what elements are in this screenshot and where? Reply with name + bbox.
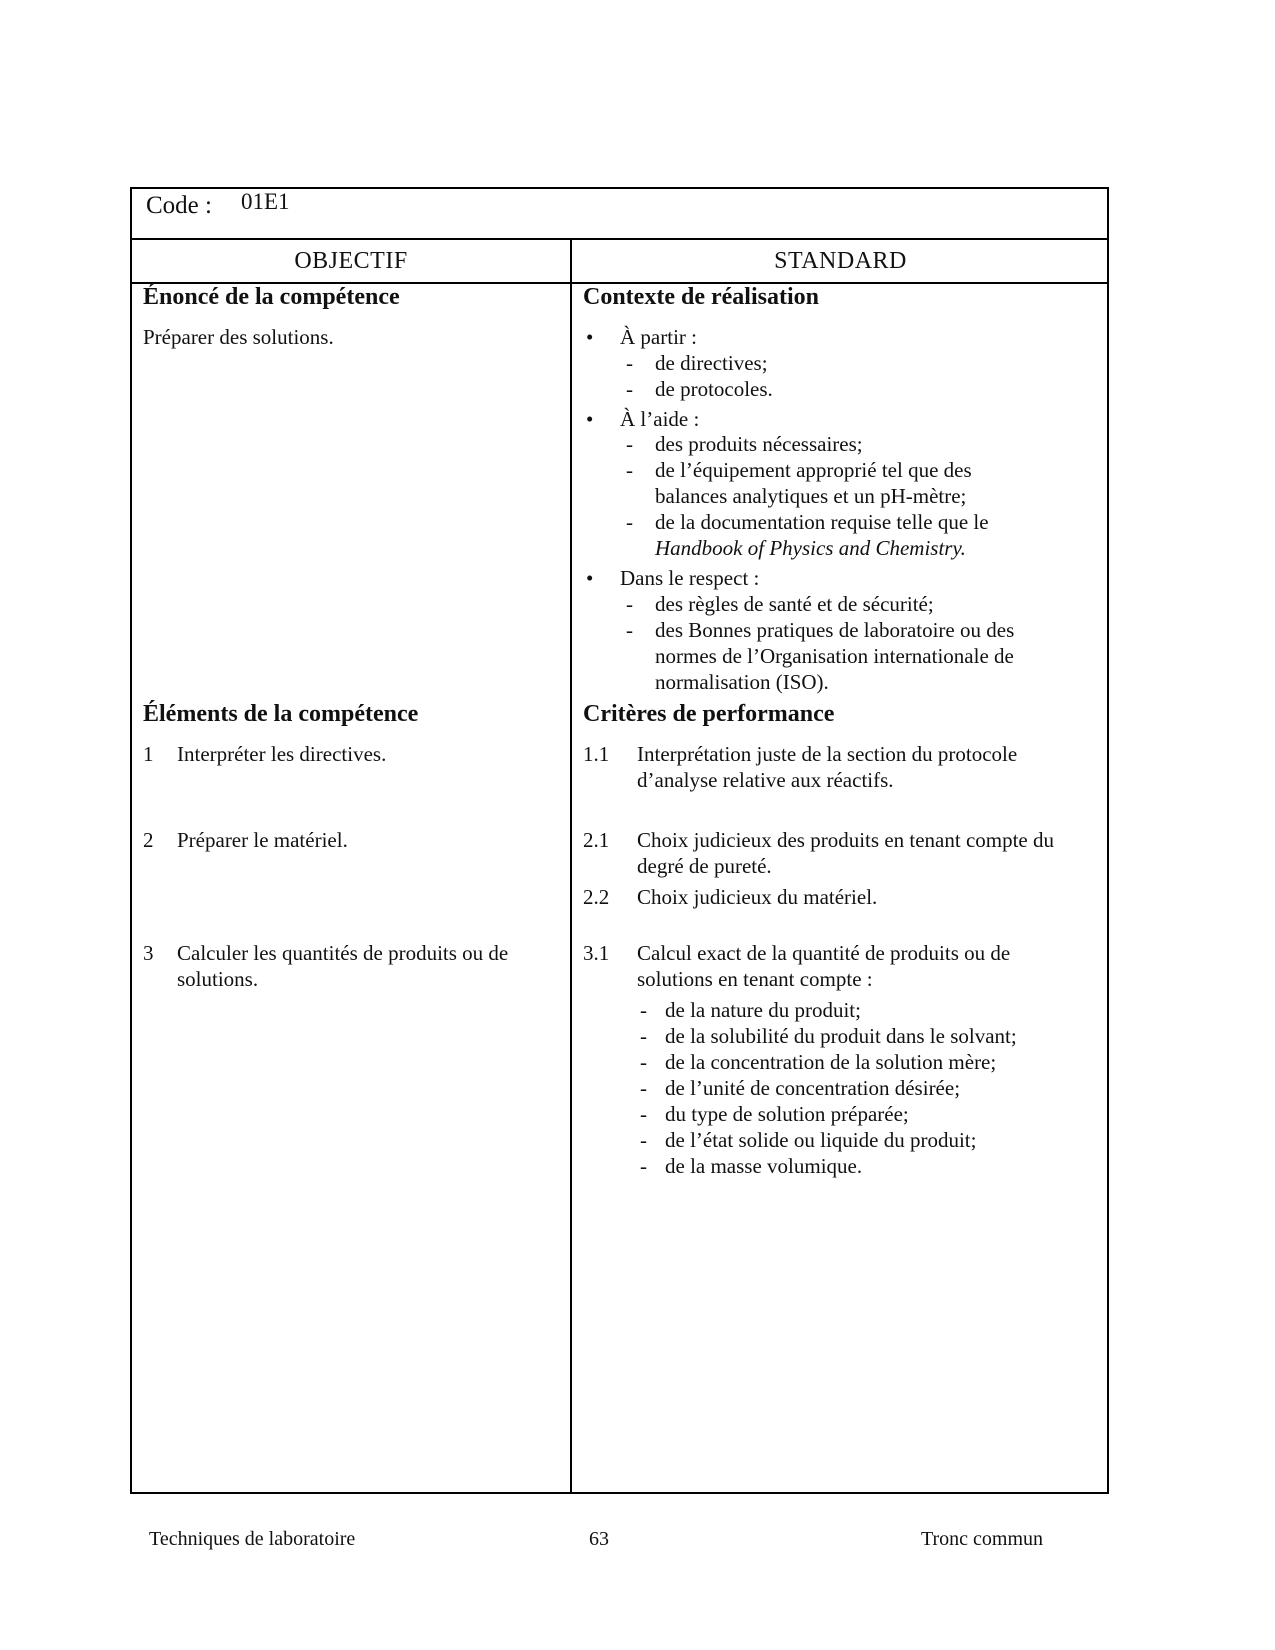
bullet-dans-le-respect: Dans le respect : — [620, 566, 760, 590]
list-item: normalisation (ISO). — [655, 670, 829, 694]
list-item: de l’équipement approprié tel que des — [655, 458, 972, 482]
list-item: normes de l’Organisation internationale de — [655, 644, 1014, 668]
bullet-symbol: • — [586, 566, 594, 590]
critere-text: Choix judicieux des produits en tenant compte du — [637, 828, 1055, 852]
bullet-symbol: • — [586, 325, 594, 349]
header-row — [132, 240, 1107, 284]
critere-number: 1.1 — [583, 742, 610, 766]
critere-subitem: de la masse volumique. — [665, 1154, 863, 1178]
header-objectif: OBJECTIF — [294, 248, 408, 274]
list-item: des Bonnes pratiques de laboratoire ou des — [655, 618, 1015, 642]
enonce-text: Préparer des solutions. — [143, 325, 334, 349]
critere-text: Calcul exact de la quantité de produits ou de — [637, 941, 1011, 965]
code-row — [132, 189, 1107, 240]
list-item: de protocoles. — [655, 377, 773, 401]
element-text: solutions. — [177, 967, 259, 991]
critere-subitem: de la nature du produit; — [665, 998, 861, 1022]
elements-title: Éléments de la compétence — [143, 701, 419, 727]
element-text: Préparer le matériel. — [177, 828, 348, 852]
list-item: des produits nécessaires; — [655, 432, 863, 456]
element-text: Interpréter les directives. — [177, 742, 387, 766]
critere-text: degré de pureté. — [637, 854, 772, 878]
dash-symbol: - — [640, 1076, 647, 1100]
element-number: 1 — [143, 742, 154, 766]
dash-symbol: - — [640, 1128, 647, 1152]
critere-number: 2.2 — [583, 885, 610, 909]
list-item: des règles de santé et de sécurité; — [655, 592, 934, 616]
bullet-symbol: • — [586, 407, 594, 431]
dash-symbol: - — [626, 351, 633, 375]
dash-symbol: - — [640, 1024, 647, 1048]
dash-symbol: - — [626, 618, 633, 642]
critere-subitem: de l’unité de concentration désirée; — [665, 1076, 961, 1100]
list-item: de la documentation requise telle que le — [655, 510, 989, 534]
dash-symbol: - — [626, 432, 633, 456]
critere-text: Choix judicieux du matériel. — [637, 885, 878, 909]
critere-text: Interprétation juste de la section du protocole — [637, 742, 1018, 766]
header-standard: STANDARD — [774, 248, 907, 274]
contexte-title: Contexte de réalisation — [583, 284, 819, 310]
code-label: Code : — [146, 192, 212, 219]
dash-symbol: - — [626, 510, 633, 534]
element-number: 3 — [143, 941, 154, 965]
footer-section: Tronc commun — [921, 1528, 1044, 1550]
code-value: 01E1 — [241, 189, 290, 214]
critere-text: solutions en tenant compte : — [637, 967, 873, 991]
criteres-title: Critères de performance — [583, 701, 835, 727]
column-divider — [570, 240, 572, 1494]
footer-program: Techniques de laboratoire — [149, 1528, 356, 1550]
dash-symbol: - — [626, 592, 633, 616]
element-number: 2 — [143, 828, 154, 852]
critere-number: 2.1 — [583, 828, 610, 852]
dash-symbol: - — [640, 1154, 647, 1178]
element-text: Calculer les quantités de produits ou de — [177, 941, 509, 965]
critere-subitem: de l’état solide ou liquide du produit; — [665, 1128, 977, 1152]
dash-symbol: - — [640, 1050, 647, 1074]
dash-symbol: - — [640, 998, 647, 1022]
critere-subitem: du type de solution préparée; — [665, 1102, 909, 1126]
bullet-a-l-aide: À l’aide : — [620, 407, 700, 431]
enonce-title: Énoncé de la compétence — [143, 284, 400, 310]
list-item: de directives; — [655, 351, 768, 375]
bullet-a-partir: À partir : — [620, 325, 697, 349]
dash-symbol: - — [626, 458, 633, 482]
list-item: balances analytiques et un pH-mètre; — [655, 484, 967, 508]
critere-subitem: de la concentration de la solution mère; — [665, 1050, 997, 1074]
page-number: 63 — [589, 1528, 609, 1550]
critere-number: 3.1 — [583, 941, 610, 965]
dash-symbol: - — [626, 377, 633, 401]
critere-subitem: de la solubilité du produit dans le solvant; — [665, 1024, 1017, 1048]
critere-text: d’analyse relative aux réactifs. — [637, 768, 894, 792]
dash-symbol: - — [640, 1102, 647, 1126]
list-item-handbook: Handbook of Physics and Chemistry. — [655, 536, 966, 560]
